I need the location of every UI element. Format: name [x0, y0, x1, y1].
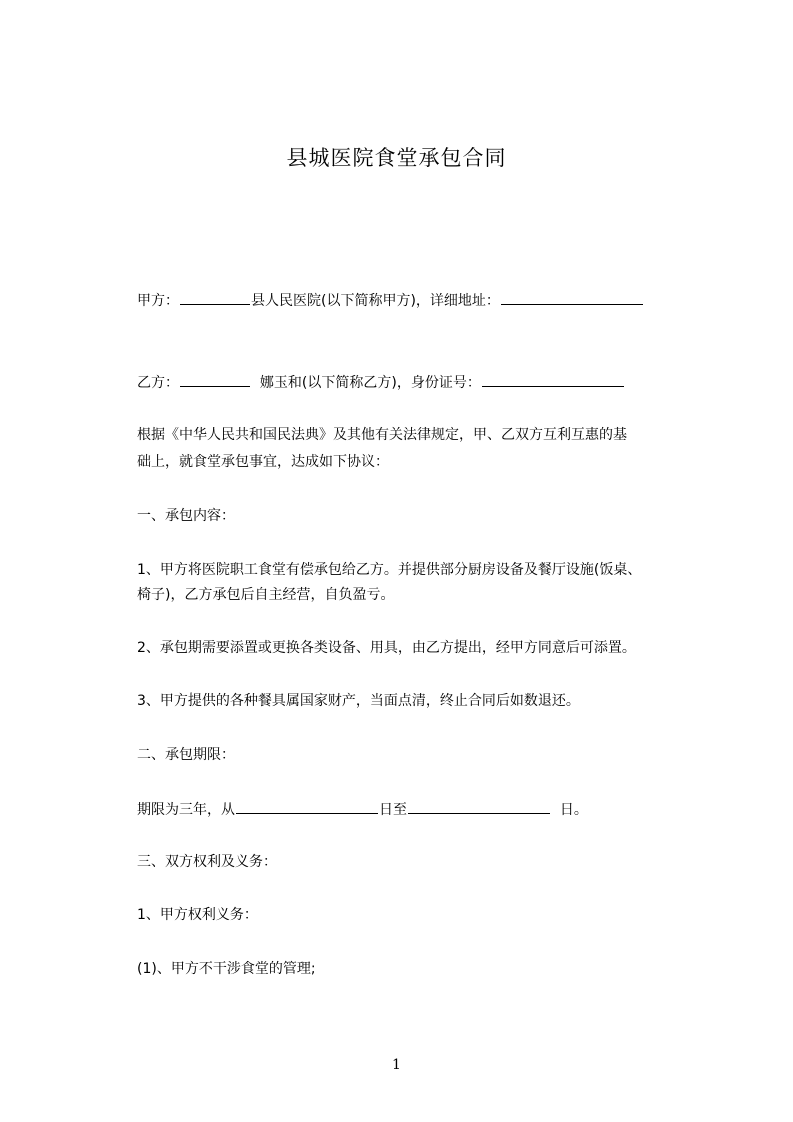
section-2-heading: 二、承包期限： [137, 747, 235, 763]
party-a-label: 甲方： [137, 293, 179, 309]
section-1-item-1-line-2: 椅子)，乙方承包后自主经营，自负盈亏。 [137, 587, 395, 603]
section-3-heading: 三、双方权利及义务： [137, 854, 277, 870]
party-a-name-blank [180, 290, 250, 305]
section-1-item-3: 3、甲方提供的各种餐具属国家财产，当面点清，终止合同后如数退还。 [137, 693, 580, 709]
section-1-item-2: 2、承包期需要添置或更换各类设备、用具，由乙方提出，经甲方同意后可添置。 [137, 640, 636, 656]
section-3-item-1: (1)、甲方不干涉食堂的管理; [137, 961, 316, 977]
party-b-label: 乙方： [137, 375, 179, 391]
party-a-address-blank [501, 290, 643, 305]
term-suffix: 日。 [559, 802, 588, 818]
term-prefix: 期限为三年，从 [137, 802, 235, 818]
term-line [137, 799, 588, 820]
page-number: 1 [392, 1057, 401, 1073]
preamble-line-1: 根据《中华人民共和国民法典》及其他有关法律规定，甲、乙双方互利互惠的基 [137, 427, 627, 443]
party-a-line [137, 290, 644, 311]
document-title: 县城医院食堂承包合同 [286, 146, 507, 170]
term-start-blank [236, 799, 378, 814]
party-b-line [137, 372, 625, 393]
party-a-text: 县人民医院(以下简称甲方)，详细地址： [251, 293, 500, 309]
party-b-text: 娜玉和(以下简称乙方)，身份证号： [259, 375, 481, 391]
party-b-name-blank [180, 372, 250, 387]
preamble-line-2: 础上，就食堂承包事宜，达成如下协议： [137, 454, 389, 470]
section-1-heading: 一、承包内容： [137, 508, 235, 524]
section-1-item-1-line-1: 1、甲方将医院职工食堂有偿承包给乙方。并提供部分厨房设备及餐厅设施(饭桌、 [137, 562, 642, 578]
term-mid: 日至 [379, 802, 407, 818]
party-b-id-blank [482, 372, 624, 387]
section-3-sub-1: 1、甲方权利义务： [137, 907, 258, 923]
term-end-blank [408, 799, 550, 814]
